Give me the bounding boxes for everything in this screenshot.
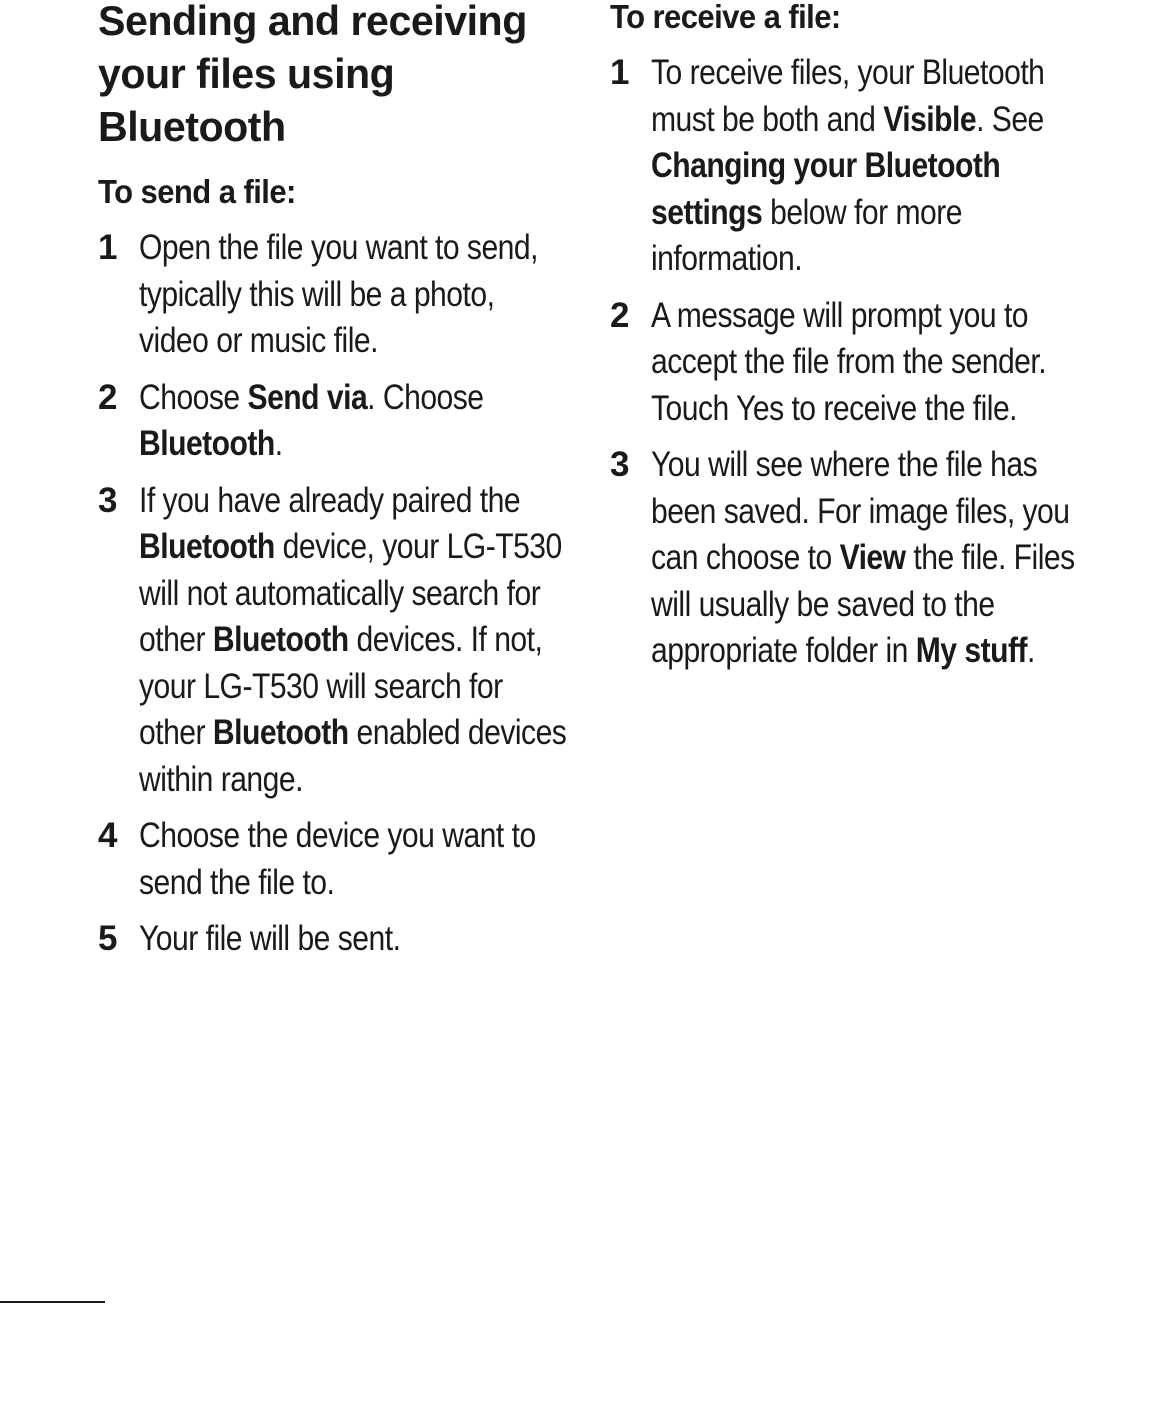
send-subheading: To send a file:: [98, 173, 296, 210]
step-text: Choose the device you want to send the file to.: [139, 816, 536, 902]
step-emphasis: Send via: [247, 377, 368, 417]
right-column: [610, 0, 1090, 685]
send-step-4: [98, 813, 568, 906]
footer-rule: [0, 1301, 105, 1303]
title-line: your files using: [98, 50, 395, 97]
step-emphasis: Bluetooth: [212, 620, 349, 659]
receive-step-1: [610, 50, 1090, 283]
step-text: Choose Send via. Choose Bluetooth.: [139, 377, 484, 463]
step-number: 3: [98, 480, 117, 520]
step-emphasis: Bluetooth: [139, 424, 275, 463]
step-number: 5: [98, 919, 117, 958]
step-number: 1: [98, 228, 117, 267]
send-step-5: [98, 916, 568, 963]
page-title: [98, 0, 559, 153]
step-emphasis: Visible: [883, 99, 977, 139]
step-emphasis: My stuff: [915, 631, 1027, 670]
step-number: 3: [610, 445, 629, 484]
step-number: 2: [98, 377, 117, 417]
receive-steps-list: [610, 50, 1090, 675]
receive-step-3: [610, 442, 1090, 675]
send-steps-list: [98, 225, 568, 963]
left-column: [98, 0, 568, 973]
step-emphasis: Bluetooth: [212, 713, 349, 752]
title-line: Sending and receiving: [98, 0, 527, 44]
send-step-1: [98, 225, 568, 365]
step-number: 2: [610, 295, 629, 335]
step-emphasis: View: [839, 538, 906, 577]
step-text: To receive files, your Bluetooth must be both and Visible. See Changing your Bluetooth settings below for more information.: [651, 53, 1045, 278]
step-number: 4: [98, 816, 117, 855]
receive-step-2: [610, 293, 1090, 433]
step-text: You will see where the file has been saved. For image files, you can choose to View the file. Files will usually be saved to the appropriate folder in My stuff.: [651, 445, 1075, 670]
step-number: 1: [610, 53, 629, 92]
step-emphasis: Changing your Bluetooth settings: [651, 146, 1001, 232]
send-step-2: [98, 375, 568, 468]
step-text: Your file will be sent.: [139, 919, 401, 958]
step-text: Open the file you want to send, typically this will be a photo, video or music file.: [139, 228, 538, 360]
send-step-3: [98, 478, 568, 804]
step-text: If you have already paired the Bluetooth device, your LG-T530 will not automatically search for other Bluetooth devices. If not, your LG-T530 will search for other Bluetooth enabled devices within range.: [139, 480, 567, 799]
title-line: Bluetooth: [98, 103, 286, 150]
receive-subheading: To receive a file:: [610, 0, 841, 35]
step-text: A message will prompt you to accept the file from the sender. Touch Yes to receive the file.: [651, 295, 1047, 428]
step-emphasis: Bluetooth: [139, 527, 275, 566]
